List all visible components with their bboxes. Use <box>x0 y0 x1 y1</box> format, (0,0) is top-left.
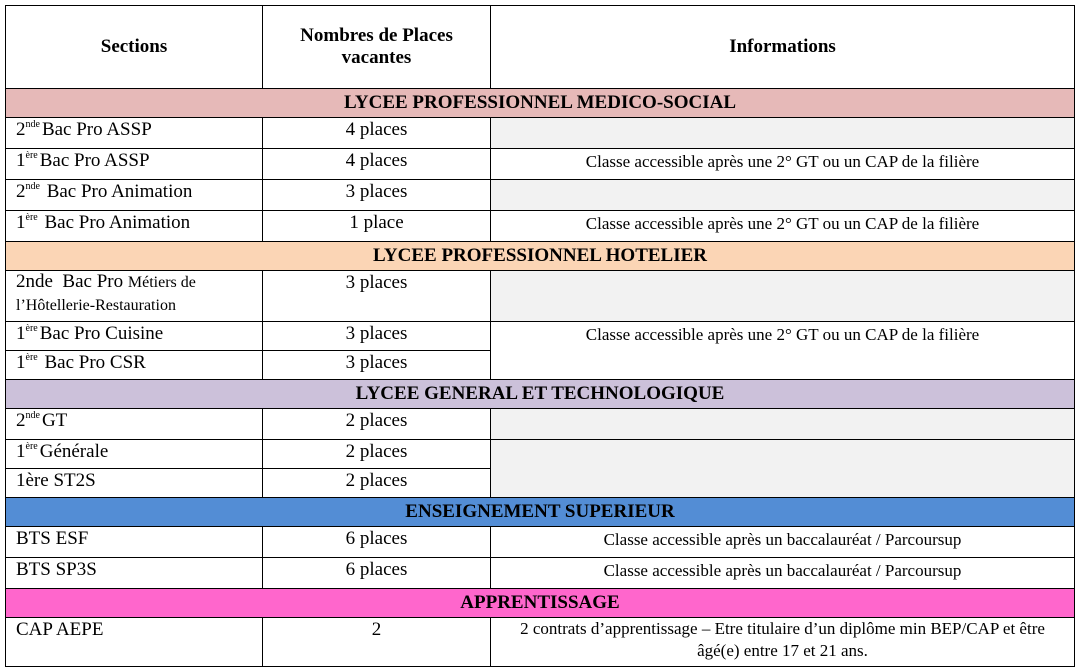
header-places: Nombres de Places vacantes <box>263 6 491 89</box>
section-name: 2nde Bac Pro ASSP <box>6 118 263 149</box>
table-row <box>6 118 1075 149</box>
header-sections: Sections <box>6 6 263 89</box>
section-title-sup: ENSEIGNEMENT SUPERIEUR <box>6 498 1075 527</box>
places-value: 4 places <box>263 149 491 180</box>
table-row <box>6 149 1075 180</box>
info-text <box>491 180 1075 211</box>
section-row-lgt <box>6 380 1075 409</box>
info-text <box>491 118 1075 149</box>
info-text: 2 contrats d’apprentissage – Etre titulaire d’un diplôme min BEP/CAP et être âgé(e) entre 17 et 21 ans. <box>491 618 1075 667</box>
info-text: Classe accessible après une 2° GT ou un CAP de la filière <box>491 149 1075 180</box>
section-row-medico <box>6 89 1075 118</box>
places-value: 6 places <box>263 558 491 589</box>
table-row <box>6 180 1075 211</box>
table-row <box>6 211 1075 242</box>
places-value: 1 place <box>263 211 491 242</box>
section-title-app: APPRENTISSAGE <box>6 589 1075 618</box>
info-text: Classe accessible après une 2° GT ou un CAP de la filière <box>491 322 1075 380</box>
info-text: Classe accessible après un baccalauréat / Parcoursup <box>491 558 1075 589</box>
section-title-hotel: LYCEE PROFESSIONNEL HOTELIER <box>6 242 1075 271</box>
vacancies-table <box>5 5 1075 667</box>
places-value: 3 places <box>263 322 491 351</box>
table-row <box>6 527 1075 558</box>
section-name: 1ère Bac Pro ASSP <box>6 149 263 180</box>
places-value: 3 places <box>263 351 491 380</box>
header-row <box>6 6 1075 89</box>
section-name: 2nde GT <box>6 409 263 440</box>
table-row <box>6 618 1075 667</box>
info-text: Classe accessible après une 2° GT ou un CAP de la filière <box>491 211 1075 242</box>
table-row <box>6 409 1075 440</box>
info-text: Classe accessible après un baccalauréat / Parcoursup <box>491 527 1075 558</box>
section-title-lgt: LYCEE GENERAL ET TECHNOLOGIQUE <box>6 380 1075 409</box>
table-row <box>6 271 1075 322</box>
section-name: 2nde Bac Pro Animation <box>6 180 263 211</box>
table-row <box>6 322 1075 351</box>
table-row <box>6 558 1075 589</box>
places-value: 2 <box>263 618 491 667</box>
places-value: 3 places <box>263 271 491 322</box>
section-name: BTS ESF <box>6 527 263 558</box>
info-text <box>491 409 1075 440</box>
section-name: 1ère Bac Pro Cuisine <box>6 322 263 351</box>
section-row-sup <box>6 498 1075 527</box>
info-text <box>491 271 1075 322</box>
header-informations: Informations <box>491 6 1075 89</box>
places-value: 4 places <box>263 118 491 149</box>
section-title-medico: LYCEE PROFESSIONNEL MEDICO-SOCIAL <box>6 89 1075 118</box>
section-row-app <box>6 589 1075 618</box>
section-name: 1ère ST2S <box>6 469 263 498</box>
info-text <box>491 440 1075 498</box>
section-name: BTS SP3S <box>6 558 263 589</box>
table-row <box>6 440 1075 469</box>
section-name: 1ère Bac Pro Animation <box>6 211 263 242</box>
places-value: 3 places <box>263 180 491 211</box>
places-value: 6 places <box>263 527 491 558</box>
places-value: 2 places <box>263 440 491 469</box>
section-name: 1ère Générale <box>6 440 263 469</box>
places-value: 2 places <box>263 469 491 498</box>
section-name: CAP AEPE <box>6 618 263 667</box>
places-value: 2 places <box>263 409 491 440</box>
section-name: 2nde Bac Pro Métiers de l’Hôtellerie-Restauration <box>6 271 263 322</box>
section-name: 1ère Bac Pro CSR <box>6 351 263 380</box>
section-row-hotel <box>6 242 1075 271</box>
